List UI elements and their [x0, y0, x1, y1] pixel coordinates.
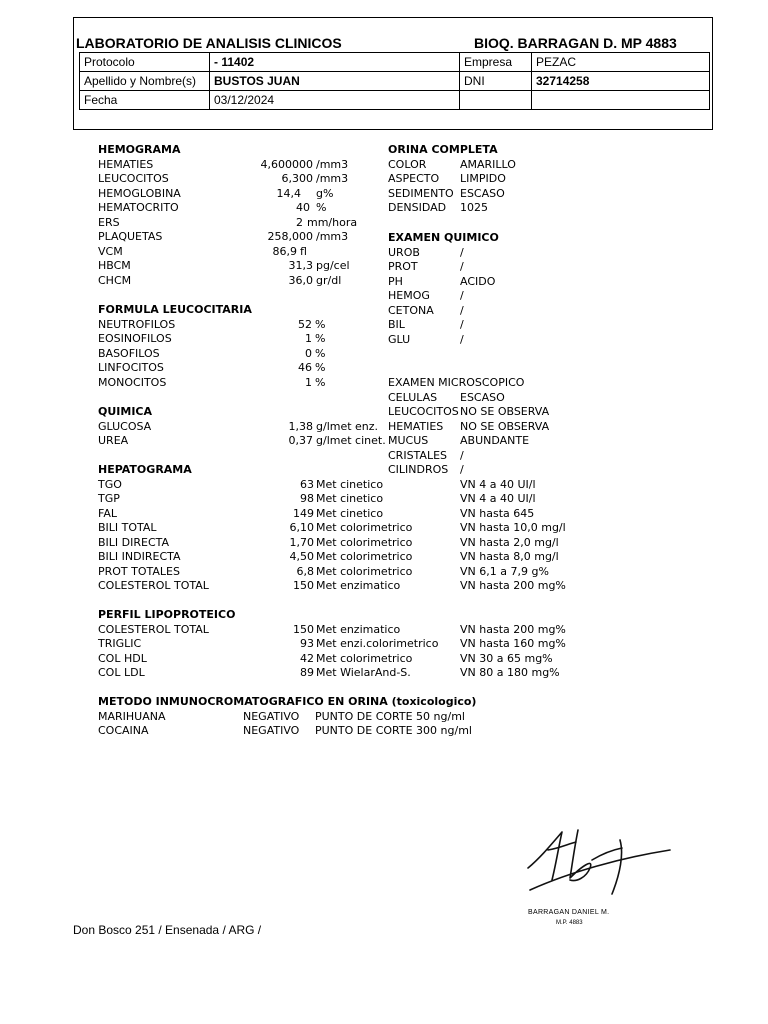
- quimica-name: GLUCOSA: [98, 419, 152, 433]
- hemograma-title: HEMOGRAMA: [98, 143, 181, 156]
- microscopico-value: NO SE OBSERVA: [460, 419, 550, 433]
- footer-address: Don Bosco 251 / Ensenada / ARG /: [73, 923, 262, 937]
- formula-unit: %: [315, 375, 326, 389]
- formula-title: FORMULA LEUCOCITARIA: [98, 303, 252, 316]
- patient-info-table: [79, 52, 710, 110]
- examen_quimico-value: /: [460, 289, 464, 302]
- lab-name: LABORATORIO DE ANALISIS CLINICOS: [76, 35, 342, 51]
- microscopico-name: CRISTALES: [388, 448, 448, 462]
- orina-value: AMARILLO: [460, 157, 516, 171]
- hepatograma-ref: VN hasta 8,0 mg/l: [460, 550, 559, 563]
- orina-value: 1025: [460, 201, 488, 214]
- microscopico-name: CELULAS: [388, 390, 438, 404]
- hemograma-value: 36,0: [288, 273, 313, 287]
- toxico-result: NEGATIVO: [243, 709, 300, 723]
- perfil-ref: VN 30 a 65 mg%: [460, 651, 553, 665]
- formula-name: EOSINOFILOS: [98, 332, 172, 345]
- orina-name: ASPECTO: [388, 172, 440, 185]
- toxico-name: COCAINA: [98, 724, 149, 737]
- perfil-method: Met WielarAnd-S.: [316, 666, 411, 679]
- quimica-value: 1,38: [288, 419, 313, 433]
- hepatograma-name: FAL: [98, 506, 117, 520]
- formula-unit: %: [315, 346, 326, 360]
- microscopico-title: EXAMEN MICROSCOPICO: [388, 376, 525, 389]
- hepatograma-ref: VN 4 a 40 UI/l: [460, 477, 536, 491]
- perfil-value: 150: [293, 622, 314, 636]
- perfil-method: Met enzi.colorimetrico: [316, 637, 439, 650]
- examen_quimico-value: /: [460, 332, 464, 346]
- formula-unit: %: [315, 317, 326, 331]
- microscopico-value: /: [460, 463, 464, 476]
- formula-name: BASOFILOS: [98, 346, 160, 360]
- nombre-value: BUSTOS JUAN: [210, 72, 460, 91]
- hepatograma-value: 6,8: [296, 564, 314, 578]
- empty-cell: [460, 91, 532, 110]
- microscopico-value: ESCASO: [460, 390, 505, 404]
- perfil-value: 93: [300, 637, 314, 650]
- formula-value: 0: [305, 346, 312, 360]
- examen_quimico-value: /: [460, 303, 464, 317]
- hemograma-unit: g%: [316, 186, 334, 200]
- hemograma-unit: pg/cel: [316, 259, 350, 272]
- hepatograma-method: Met enzimatico: [316, 579, 401, 592]
- examen_quimico-name: GLU: [388, 332, 411, 346]
- hemograma-value: 14,4: [276, 186, 301, 200]
- hepatograma-name: PROT TOTALES: [98, 564, 180, 578]
- hepatograma-value: 4,50: [289, 550, 314, 563]
- microscopico-name: LEUCOCITOS: [388, 405, 459, 418]
- orina-name: SEDIMENTO: [388, 186, 454, 200]
- hemograma-value: 2: [296, 215, 303, 229]
- empty-cell: [532, 91, 710, 110]
- quimica-title: QUIMICA: [98, 405, 153, 418]
- perfil-name: COL HDL: [98, 651, 147, 665]
- bioq-name: BIOQ. BARRAGAN D. MP 4883: [474, 35, 677, 51]
- hemograma-value: 31,3: [288, 259, 313, 272]
- hemograma-unit: fl: [300, 244, 307, 258]
- formula-value: 46: [298, 361, 312, 374]
- formula-value: 52: [298, 317, 312, 331]
- protocolo-label: Protocolo: [80, 53, 210, 72]
- formula-unit: %: [315, 332, 326, 345]
- protocolo-row: [80, 53, 710, 72]
- examen_quimico-value: ACIDO: [460, 274, 496, 288]
- hemograma-unit: %: [316, 201, 327, 214]
- hemograma-name: LEUCOCITOS: [98, 172, 169, 185]
- formula-name: MONOCITOS: [98, 375, 167, 389]
- hemograma-name: ERS: [98, 215, 120, 229]
- hepatograma-name: TGP: [98, 492, 120, 505]
- orina-name: COLOR: [388, 157, 427, 171]
- dni-value: 32714258: [532, 72, 710, 91]
- hepatograma-ref: VN hasta 645: [460, 506, 535, 520]
- microscopico-name: MUCUS: [388, 434, 429, 447]
- hemograma-value: 258,000: [267, 230, 313, 243]
- examen_quimico-name: CETONA: [388, 303, 434, 317]
- perfil-ref: VN hasta 200 mg%: [460, 622, 566, 636]
- hepatograma-value: 1,70: [289, 535, 314, 549]
- hemograma-name: HBCM: [98, 259, 131, 272]
- hepatograma-method: Met colorimetrico: [316, 550, 413, 563]
- hepatograma-value: 150: [293, 579, 314, 592]
- examen_quimico-name: UROB: [388, 245, 420, 259]
- quimica-name: UREA: [98, 434, 129, 447]
- empresa-value: PEZAC: [532, 53, 710, 72]
- hepatograma-name: BILI INDIRECTA: [98, 550, 181, 563]
- examen_quimico-value: /: [460, 260, 464, 273]
- examen_quimico-value: /: [460, 318, 464, 331]
- toxico-title: METODO INMUNOCROMATOGRAFICO EN ORINA (toxicologico): [98, 695, 477, 708]
- perfil-method: Met colorimetrico: [316, 651, 413, 665]
- signature-icon: [520, 820, 680, 910]
- quimica-value: 0,37: [288, 434, 313, 447]
- hemograma-value: 40: [296, 201, 310, 214]
- hepatograma-value: 6,10: [289, 521, 314, 534]
- examen_quimico-name: PH: [388, 274, 403, 288]
- perfil-ref: VN hasta 160 mg%: [460, 637, 566, 650]
- signer-mp: M.P. 4883: [556, 920, 583, 926]
- toxico-result: NEGATIVO: [243, 724, 300, 737]
- hepatograma-method: Met colorimetrico: [316, 521, 413, 534]
- empresa-label: Empresa: [460, 53, 532, 72]
- fecha-label: Fecha: [80, 91, 210, 110]
- microscopico-name: CILINDROS: [388, 463, 449, 476]
- hepatograma-value: 149: [293, 506, 314, 520]
- microscopico-name: HEMATIES: [388, 419, 444, 433]
- microscopico-value: NO SE OBSERVA: [460, 405, 550, 418]
- hemograma-name: HEMOGLOBINA: [98, 186, 181, 200]
- hepatograma-ref: VN hasta 2,0 mg/l: [460, 535, 559, 549]
- protocolo-value: - 11402: [210, 53, 460, 72]
- hemograma-value: 6,300: [281, 172, 313, 185]
- perfil-method: Met enzimatico: [316, 622, 401, 636]
- fecha-row: [80, 91, 710, 110]
- formula-value: 1: [305, 375, 312, 389]
- perfil-value: 89: [300, 666, 314, 679]
- perfil-name: COL LDL: [98, 666, 145, 679]
- examen_quimico-name: BIL: [388, 318, 405, 331]
- microscopico-value: /: [460, 448, 464, 462]
- orina-value: LIMPIDO: [460, 172, 506, 185]
- orina-title: ORINA COMPLETA: [388, 143, 498, 156]
- hepatograma-method: Met colorimetrico: [316, 535, 413, 549]
- fecha-value: 03/12/2024: [210, 91, 460, 110]
- hepatograma-ref: VN 6,1 a 7,9 g%: [460, 564, 549, 578]
- hepatograma-ref: VN hasta 10,0 mg/l: [460, 521, 566, 534]
- formula-name: LINFOCITOS: [98, 361, 164, 374]
- hepatograma-ref: VN 4 a 40 UI/l: [460, 492, 536, 505]
- hemograma-unit: mm/hora: [307, 215, 358, 229]
- signer-name: BARRAGAN DANIEL M.: [528, 909, 610, 916]
- hemograma-value: 86,9: [272, 244, 297, 258]
- toxico-cutoff: PUNTO DE CORTE 50 ng/ml: [315, 709, 465, 723]
- hepatograma-value: 63: [300, 477, 314, 491]
- quimica-unit: g/lmet enz.: [316, 419, 379, 433]
- hepatograma-name: BILI TOTAL: [98, 521, 157, 534]
- toxico-cutoff: PUNTO DE CORTE 300 ng/ml: [315, 724, 472, 737]
- formula-unit: %: [315, 361, 326, 374]
- hemograma-name: VCM: [98, 244, 123, 258]
- hepatograma-method: Met cinetico: [316, 477, 384, 491]
- hepatograma-method: Met colorimetrico: [316, 564, 413, 578]
- hepatograma-ref: VN hasta 200 mg%: [460, 579, 566, 592]
- nombre-label: Apellido y Nombre(s): [80, 72, 210, 91]
- nombre-row: [80, 72, 710, 91]
- examen_quimico-name: HEMOG: [388, 289, 430, 302]
- hepatograma-method: Met cinetico: [316, 492, 384, 505]
- hemograma-unit: /mm3: [316, 172, 349, 185]
- perfil-name: COLESTEROL TOTAL: [98, 622, 209, 636]
- examen_quimico-title: EXAMEN QUIMICO: [388, 231, 499, 244]
- hemograma-unit: /mm3: [316, 157, 349, 171]
- examen_quimico-value: /: [460, 245, 464, 259]
- hemograma-unit: gr/dl: [316, 273, 342, 287]
- quimica-unit: g/lmet cinet.: [316, 434, 386, 447]
- hepatograma-name: BILI DIRECTA: [98, 535, 170, 549]
- hemograma-unit: /mm3: [316, 230, 349, 243]
- hepatograma-value: 98: [300, 492, 314, 505]
- perfil-value: 42: [300, 651, 314, 665]
- orina-value: ESCASO: [460, 186, 505, 200]
- perfil-title: PERFIL LIPOPROTEICO: [98, 608, 236, 621]
- hepatograma-name: COLESTEROL TOTAL: [98, 579, 209, 592]
- formula-value: 1: [305, 332, 312, 345]
- hepatograma-method: Met cinetico: [316, 506, 384, 520]
- microscopico-value: ABUNDANTE: [460, 434, 530, 447]
- toxico-name: MARIHUANA: [98, 709, 166, 723]
- perfil-ref: VN 80 a 180 mg%: [460, 666, 560, 679]
- hemograma-name: HEMATOCRITO: [98, 201, 179, 214]
- dni-label: DNI: [460, 72, 532, 91]
- hepatograma-name: TGO: [98, 477, 122, 491]
- hemograma-name: HEMATIES: [98, 157, 154, 171]
- perfil-name: TRIGLIC: [98, 637, 142, 650]
- hemograma-name: CHCM: [98, 273, 132, 287]
- hemograma-value: 4,600000: [260, 157, 313, 171]
- hepatograma-title: HEPATOGRAMA: [98, 463, 192, 476]
- orina-name: DENSIDAD: [388, 201, 447, 214]
- hemograma-name: PLAQUETAS: [98, 230, 163, 243]
- examen_quimico-name: PROT: [388, 260, 418, 273]
- formula-name: NEUTROFILOS: [98, 317, 176, 331]
